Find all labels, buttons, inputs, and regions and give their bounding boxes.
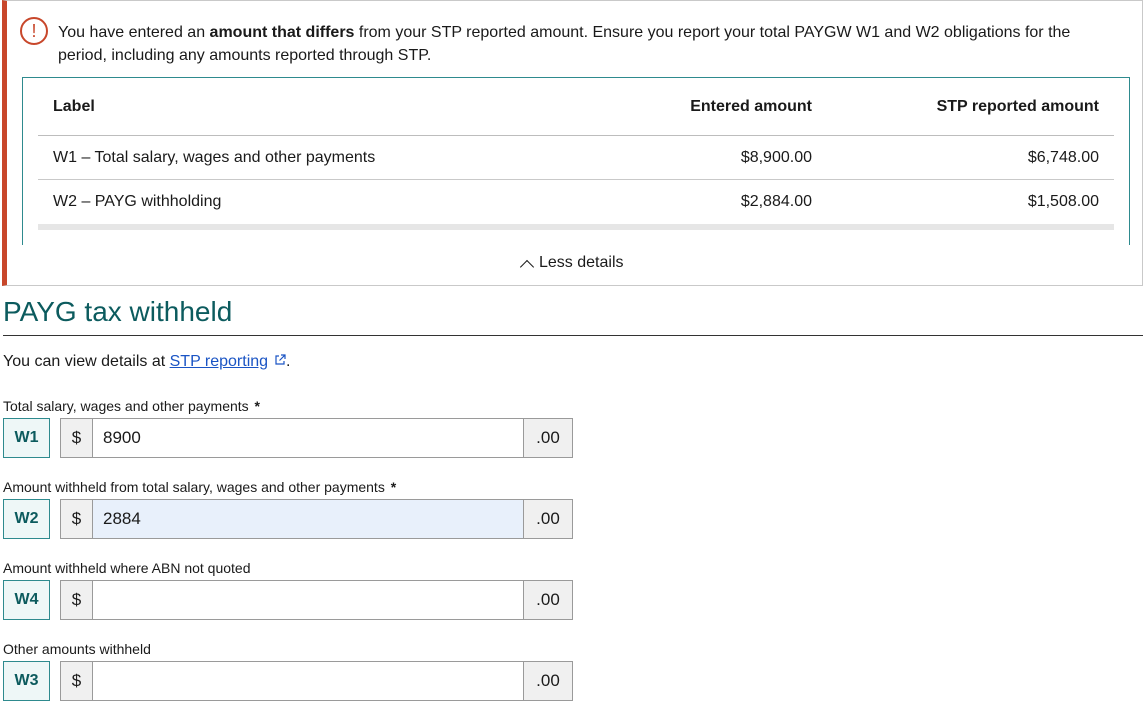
- stp-mismatch-alert: [2, 0, 1143, 286]
- section-title: PAYG tax withheld: [3, 296, 233, 327]
- header-stp-reported-amount: STP reported amount: [936, 97, 1099, 115]
- field-w1: [3, 396, 573, 458]
- details-panel: [22, 77, 1130, 245]
- header-entered-amount: Entered amount: [690, 97, 812, 115]
- cents-suffix: .00: [523, 419, 572, 457]
- dollar-prefix: $: [61, 662, 93, 700]
- dollar-prefix: $: [61, 581, 93, 619]
- less-details-toggle[interactable]: [522, 254, 624, 272]
- field-w2: [3, 477, 573, 539]
- row-label: W2 – PAYG withholding: [53, 193, 222, 210]
- field-code-badge: W2: [3, 499, 50, 539]
- field-code-badge: W3: [3, 661, 50, 701]
- exclamation-circle-icon: !: [20, 17, 48, 45]
- intro-text: You can view details at STP reporting .: [3, 353, 291, 370]
- w4-amount-input[interactable]: [93, 581, 523, 619]
- currency-input-group: [60, 418, 573, 458]
- row-entered-amount: $2,884.00: [740, 193, 812, 210]
- field-label: Amount withheld where ABN not quoted: [3, 560, 251, 576]
- currency-input-group: [60, 580, 573, 620]
- dollar-prefix: $: [61, 500, 93, 538]
- section-divider: [3, 335, 1143, 336]
- row-stp-amount: $1,508.00: [1027, 193, 1099, 210]
- row-entered-amount: $8,900.00: [740, 148, 812, 166]
- alert-message: You have entered an amount that differs from your STP reported amount. Ensure you report your total PAYGW W1 and W2 obligations for the period, including any amounts reported through STP.: [58, 24, 1071, 64]
- field-code-badge: W1: [3, 418, 50, 458]
- table-row: [38, 180, 1114, 224]
- row-stp-amount: $6,748.00: [1027, 148, 1099, 166]
- w1-amount-input[interactable]: [93, 419, 523, 457]
- field-label: Other amounts withheld: [3, 641, 151, 657]
- currency-input-group: [60, 661, 573, 701]
- header-label: Label: [53, 97, 95, 115]
- chevron-up-icon: [520, 259, 534, 273]
- currency-input-group: [60, 499, 573, 539]
- cents-suffix: .00: [523, 500, 572, 538]
- table-header: [38, 78, 1114, 136]
- field-w3: [3, 639, 573, 701]
- cents-suffix: .00: [523, 581, 572, 619]
- field-w4: [3, 558, 573, 620]
- dollar-prefix: $: [61, 419, 93, 457]
- field-code-badge: W4: [3, 580, 50, 620]
- required-marker: *: [254, 398, 260, 414]
- required-marker: *: [390, 479, 397, 495]
- cents-suffix: .00: [523, 662, 572, 700]
- field-label: Total salary, wages and other payments *: [3, 398, 260, 414]
- stp-reporting-link[interactable]: STP reporting: [169, 353, 269, 370]
- comparison-table: [38, 78, 1114, 230]
- row-label: W1 – Total salary, wages and other payments: [53, 148, 376, 166]
- field-label: Amount withheld from total salary, wages and other payments *: [3, 479, 397, 495]
- w3-amount-input[interactable]: [93, 662, 523, 700]
- external-link-icon: [274, 353, 286, 365]
- w2-amount-input[interactable]: [93, 500, 523, 538]
- less-details-label: Less details: [539, 254, 624, 271]
- table-row: [38, 136, 1114, 180]
- horizontal-scrollbar[interactable]: [38, 224, 1114, 230]
